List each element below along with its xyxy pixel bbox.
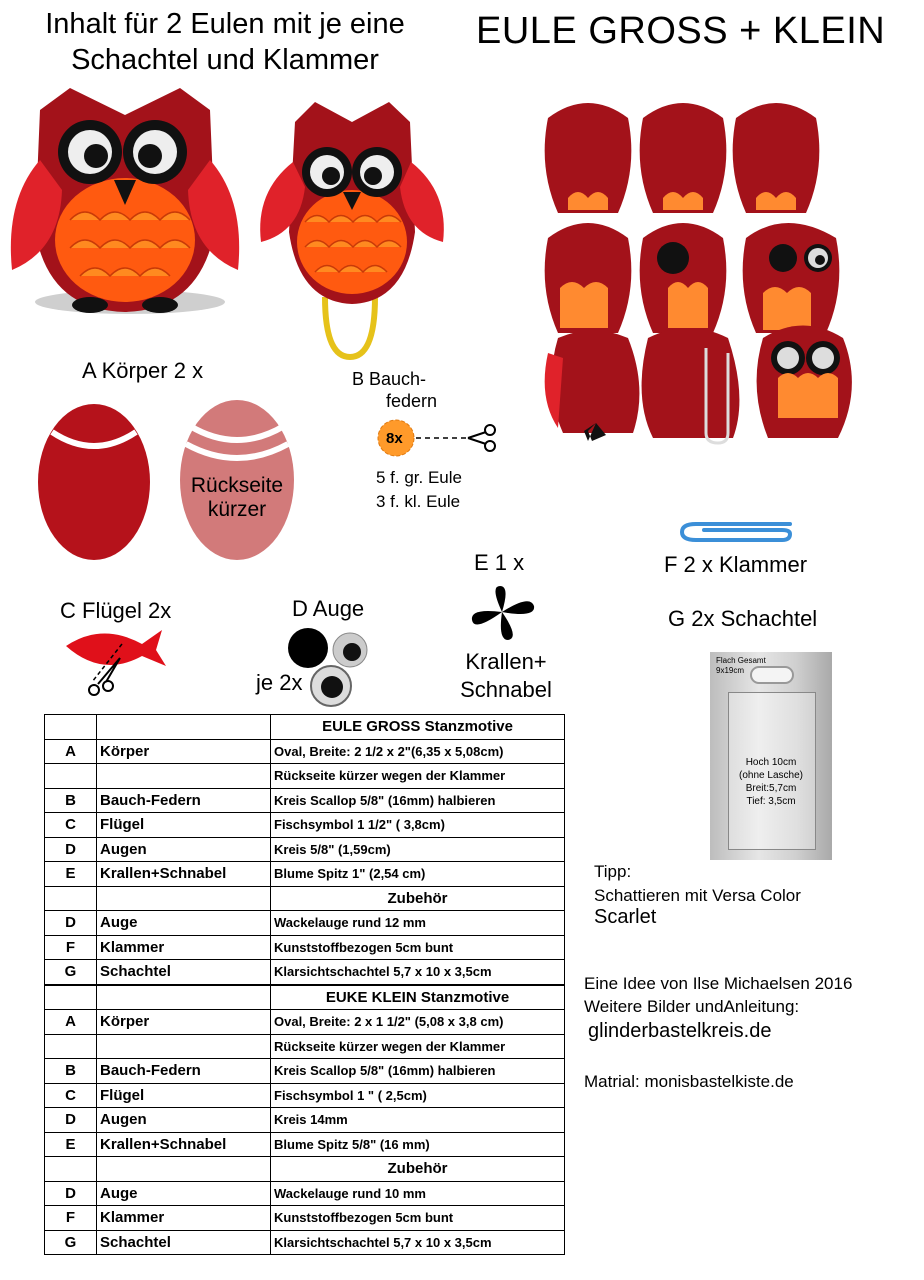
row-code: C	[45, 813, 97, 838]
row-section-heading: EULE GROSS Stanzmotive	[271, 715, 565, 740]
table-row	[45, 1157, 565, 1182]
row-description: Kunststoffbezogen 5cm bunt	[271, 935, 565, 960]
row-code: G	[45, 960, 97, 985]
row-name: Augen	[97, 1108, 271, 1133]
row-code	[45, 886, 97, 911]
row-name: Flügel	[97, 1083, 271, 1108]
row-description: Kreis 14mm	[271, 1108, 565, 1133]
table-row	[45, 1108, 565, 1133]
row-description: Rückseite kürzer wegen der Klammer	[271, 1034, 565, 1059]
row-description: Oval, Breite: 2 x 1 1/2" (5,08 x 3,8 cm)	[271, 1010, 565, 1035]
website-link[interactable]: glinderbastelkreis.de	[588, 1020, 772, 1042]
box-dimensions	[710, 756, 832, 808]
row-name	[97, 886, 271, 911]
table-row	[45, 837, 565, 862]
row-section-heading: Zubehör	[271, 886, 565, 911]
row-name: Bauch-Federn	[97, 1059, 271, 1084]
table-row	[45, 1132, 565, 1157]
back-shorter-line2: kürzer	[207, 498, 267, 521]
row-description: Kreis Scallop 5/8" (16mm) halbieren	[271, 788, 565, 813]
eyes-note: je 2x	[256, 670, 303, 695]
claw-flower-shape	[470, 584, 538, 642]
row-code	[45, 715, 97, 740]
table-row	[45, 1034, 565, 1059]
row-description: Kreis 5/8" (1,59cm)	[271, 837, 565, 862]
claw-note2: Schnabel	[460, 677, 552, 702]
small-owl-image	[255, 92, 450, 362]
wing-fish-shape	[62, 622, 170, 698]
claw-note1: Krallen+	[465, 649, 547, 674]
claw-note	[452, 648, 560, 704]
big-owl-image	[0, 80, 250, 325]
more-info: Weitere Bilder undAnleitung:	[584, 997, 800, 1016]
row-name: Körper	[97, 1010, 271, 1035]
row-name: Schachtel	[97, 960, 271, 985]
row-name: Klammer	[97, 1206, 271, 1231]
page-title: EULE GROSS + KLEIN	[476, 10, 886, 52]
header-left-line2: Schachtel und Klammer	[71, 44, 379, 76]
row-name: Schachtel	[97, 1230, 271, 1255]
box-photo	[710, 652, 832, 860]
tip-heading: Tipp:	[594, 862, 632, 881]
table-row	[45, 911, 565, 936]
table-row	[45, 715, 565, 740]
row-name	[97, 985, 271, 1010]
row-name	[97, 1034, 271, 1059]
row-code: D	[45, 837, 97, 862]
tip-line1: Schattieren mit Versa Color	[594, 886, 801, 905]
table-row	[45, 813, 565, 838]
row-description: Wackelauge rund 10 mm	[271, 1181, 565, 1206]
oval-front-shape	[36, 402, 152, 562]
row-code: F	[45, 1206, 97, 1231]
header-left	[20, 6, 430, 78]
row-name: Klammer	[97, 935, 271, 960]
row-code: D	[45, 1108, 97, 1133]
row-name: Bauch-Federn	[97, 788, 271, 813]
row-name: Krallen+Schnabel	[97, 1132, 271, 1157]
scallop-note2: 3 f. kl. Eule	[376, 492, 461, 511]
tip-line2: Scarlet	[594, 906, 657, 928]
table-row	[45, 1010, 565, 1035]
table-row	[45, 985, 565, 1010]
box-h4: Tief: 3,5cm	[746, 796, 796, 807]
table-row	[45, 1230, 565, 1255]
table-row	[45, 935, 565, 960]
row-description: Klarsichtschachtel 5,7 x 10 x 3,5cm	[271, 1230, 565, 1255]
row-code: F	[45, 935, 97, 960]
row-name: Krallen+Schnabel	[97, 862, 271, 887]
row-section-heading: Zubehör	[271, 1157, 565, 1182]
row-code: B	[45, 1059, 97, 1084]
material-source: Matrial: monisbastelkiste.de	[584, 1072, 794, 1091]
label-e: E 1 x	[474, 550, 525, 575]
row-name: Flügel	[97, 813, 271, 838]
row-code	[45, 1034, 97, 1059]
box-h2: (ohne Lasche)	[739, 770, 803, 781]
row-code: C	[45, 1083, 97, 1108]
label-d-auge: D Auge	[292, 596, 365, 621]
idea-credit: Eine Idee von Ilse Michaelsen 2016	[584, 974, 853, 993]
row-description: Fischsymbol 1 " ( 2,5cm)	[271, 1083, 565, 1108]
row-code: A	[45, 739, 97, 764]
row-code	[45, 985, 97, 1010]
table-row	[45, 960, 565, 985]
table-row	[45, 886, 565, 911]
parts-table-body	[45, 715, 565, 1255]
box-h1: Hoch 10cm	[745, 757, 797, 768]
row-code: B	[45, 788, 97, 813]
row-code: D	[45, 911, 97, 936]
label-f-klammer: F 2 x Klammer	[664, 552, 808, 577]
box-flat-line2: 9x19cm	[716, 666, 745, 675]
row-description: Wackelauge rund 12 mm	[271, 911, 565, 936]
label-g-schachtel: G 2x Schachtel	[668, 606, 818, 631]
table-row	[45, 788, 565, 813]
scallop-badge: 8x	[386, 430, 403, 447]
label-b-bauchfedern	[352, 368, 437, 412]
parts-table	[44, 714, 565, 1255]
row-code: E	[45, 862, 97, 887]
table-row	[45, 1059, 565, 1084]
table-row	[45, 862, 565, 887]
table-row	[45, 1083, 565, 1108]
row-name	[97, 1157, 271, 1182]
row-code: E	[45, 1132, 97, 1157]
owl-gallery-image	[538, 98, 874, 458]
box-h3: Breit:5,7cm	[745, 783, 797, 794]
row-section-heading: EUKE KLEIN Stanzmotive	[271, 985, 565, 1010]
label-b-line2: federn	[386, 391, 438, 411]
label-c-fluegel: C Flügel 2x	[60, 598, 172, 623]
row-name: Auge	[97, 1181, 271, 1206]
paperclip-shape	[678, 516, 802, 548]
scallop-note1: 5 f. gr. Eule	[376, 468, 462, 487]
header-left-line1: Inhalt für 2 Eulen mit je eine	[45, 8, 405, 40]
row-description: Klarsichtschachtel 5,7 x 10 x 3,5cm	[271, 960, 565, 985]
row-description: Kreis Scallop 5/8" (16mm) halbieren	[271, 1059, 565, 1084]
row-code	[45, 764, 97, 789]
row-description: Blume Spitz 1" (2,54 cm)	[271, 862, 565, 887]
box-flat-label	[716, 656, 766, 676]
table-row	[45, 1181, 565, 1206]
row-code: D	[45, 1181, 97, 1206]
row-name: Auge	[97, 911, 271, 936]
row-name	[97, 764, 271, 789]
row-description: Blume Spitz 5/8" (16 mm)	[271, 1132, 565, 1157]
row-description: Kunststoffbezogen 5cm bunt	[271, 1206, 565, 1231]
row-name	[97, 715, 271, 740]
row-description: Fischsymbol 1 1/2" ( 3,8cm)	[271, 813, 565, 838]
row-name: Körper	[97, 739, 271, 764]
row-description: Rückseite kürzer wegen der Klammer	[271, 764, 565, 789]
back-shorter-line1: Rückseite	[190, 474, 284, 497]
row-code: G	[45, 1230, 97, 1255]
table-row	[45, 739, 565, 764]
row-description: Oval, Breite: 2 1/2 x 2"(6,35 x 5,08cm)	[271, 739, 565, 764]
table-row	[45, 1206, 565, 1231]
row-name: Augen	[97, 837, 271, 862]
label-a-koerper: A Körper 2 x	[82, 358, 204, 383]
back-shorter-label	[178, 474, 296, 522]
box-flat-line1: Flach Gesamt	[716, 656, 766, 665]
label-b-line1: B Bauch-	[352, 369, 427, 389]
row-code	[45, 1157, 97, 1182]
row-code: A	[45, 1010, 97, 1035]
scallop-notes	[376, 466, 462, 514]
table-row	[45, 764, 565, 789]
